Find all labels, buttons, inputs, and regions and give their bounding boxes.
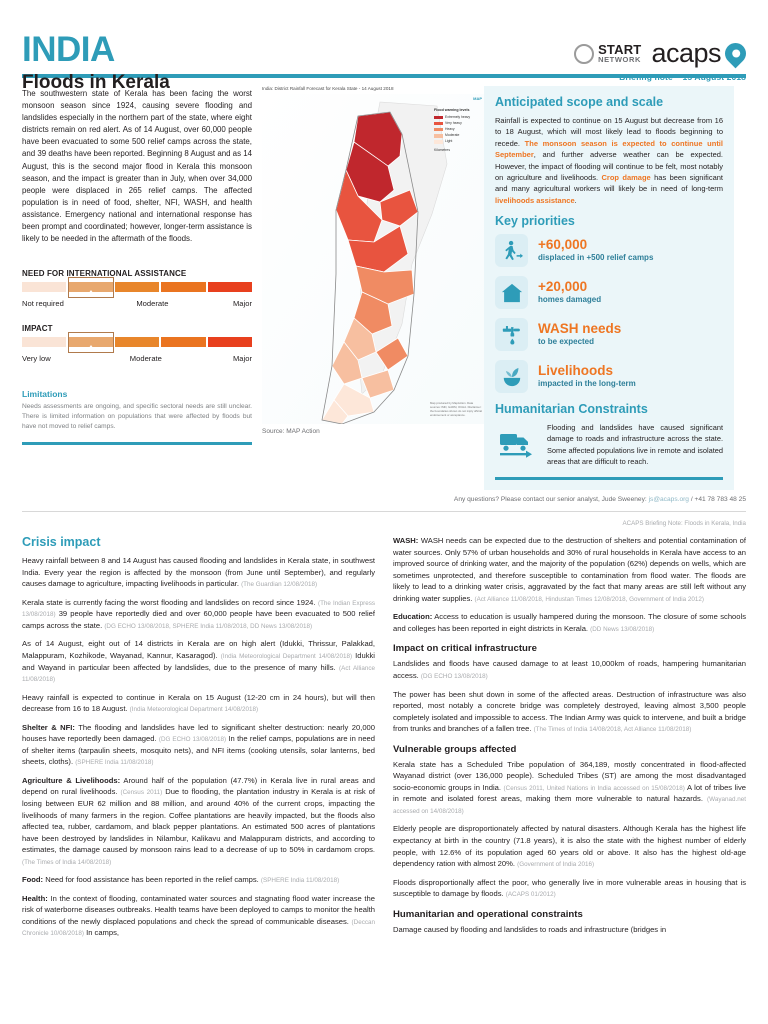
constraints-heading: Humanitarian Constraints bbox=[495, 402, 648, 417]
paragraph bbox=[393, 759, 746, 817]
paragraph bbox=[393, 823, 746, 869]
legend-label: Extremely heavy bbox=[445, 114, 471, 119]
paragraph-source-2: (The Times of India 14/08/2018) bbox=[22, 858, 112, 866]
paragraph-text-2: Idukki and Wayand in particular been affected by landslides, due to the presence of many hills. bbox=[22, 650, 375, 672]
paragraph-text: Heavy rainfall is expected to continue in Kerala on 15 August (12-20 cm in 24 hours), but will then decrease from 16 to 18 August. bbox=[22, 692, 375, 714]
legend-swatch bbox=[434, 134, 443, 138]
priority-value: +60,000 bbox=[538, 236, 588, 252]
paragraph-text: In the context of flooding, contaminated water sources and stagnating flood water increase the risk of waterborne diseases outbreaks. Health teams have been deployed to camps to monitor the health conditions of the newly displaced populations and check the spread of communicable diseases. bbox=[22, 893, 375, 926]
paragraph-agriculture-livelihoods bbox=[22, 775, 375, 867]
paragraph-source: (The Guardian 12/08/2018) bbox=[241, 581, 318, 589]
scale-segment-4 bbox=[161, 282, 205, 292]
paragraph-source: (DD News 13/08/2018) bbox=[590, 625, 655, 633]
constraints-text: Flooding and landslides have caused significant damage to roads and infrastructure across the state. Some affected populations live in remote and isolated areas that are difficult to reach. bbox=[547, 423, 723, 466]
paragraph-text: Around half of the population (47.7%) in Kerala live in rural areas and depend on rural livelihoods. bbox=[22, 775, 375, 797]
limitations-divider bbox=[22, 442, 252, 445]
analyst-email-link[interactable]: js@acaps.org bbox=[648, 496, 689, 504]
paragraph-lead: Shelter & NFI: bbox=[22, 722, 75, 732]
paragraph-text-2: In the relief camps, populations are in need of shelter items (tarpaulin sheets, mosquito nets), and NFI items (cooking utensils, solar lanterns, bed sheets, cloths). bbox=[22, 734, 375, 767]
paragraph bbox=[393, 924, 746, 936]
contact-line bbox=[0, 490, 768, 503]
legend-label: Light bbox=[445, 139, 453, 144]
paragraph-source: (SPHERE India 11/08/2018) bbox=[260, 877, 340, 885]
severity-scales bbox=[22, 269, 252, 363]
truck-icon bbox=[495, 430, 537, 460]
legend-swatch bbox=[434, 128, 443, 132]
priority-item-livelihoods bbox=[495, 360, 723, 393]
scale-need-international-assistance bbox=[22, 269, 252, 308]
map-caption: Source: MAP Action bbox=[262, 427, 320, 435]
summary-text: The southwestern state of Kerala has been facing the worst monsoon season since 1924, causing severe flooding and landslides especially in the northern part of the state, where eight districts remain on red alert. As of 14 August, over 60,000 people have been evacuated to some 500 relief camps across the state, and 39 deaths have been reported. Beginning 8 August and as 14 August, this is the second major flood in Kerala this monsoon season, and the impact is greater than in July, when over 34,000 people were displaced in 265 relief camps. The affected population is in need of food, shelter, NFI, WASH, and health assistance. Emergency national and international response has been prompt and coordinated; however, longer-term assistance is likely to be needed in the aftermath of the floods. bbox=[22, 89, 252, 244]
legend-item bbox=[434, 127, 482, 132]
paragraph bbox=[393, 689, 746, 735]
paragraph-education bbox=[393, 611, 746, 634]
paragraph-lead: Education: bbox=[393, 612, 433, 622]
anticipated-part2: , and further adverse weather can be expected. However, the impact of flooding will continue to be felt, most notably on agriculture and livelihoods. bbox=[495, 150, 723, 182]
paragraph-source: (ACAPS 01/2012) bbox=[505, 891, 556, 899]
article-column-left bbox=[22, 535, 375, 946]
priority-caption: displaced in +500 relief camps bbox=[538, 253, 654, 263]
start-network-logo bbox=[574, 41, 642, 65]
paragraph-lead: Food: bbox=[22, 875, 44, 885]
scale-segment-5 bbox=[208, 282, 252, 292]
scale-ticks bbox=[22, 354, 252, 363]
paragraph-source: (Act Alliance 11/08/2018, Hindustan Times 12/08/2018, Government of India 2012) bbox=[474, 595, 704, 603]
map-title: India: District Rainfall Forecast for Kerala State - 14 August 2018 bbox=[262, 86, 394, 91]
priority-caption: homes damaged bbox=[538, 295, 602, 305]
legend-label: Heavy bbox=[445, 127, 455, 132]
paragraph-text: The power has been shut down in some of the affected areas. Destruction of infrastructure was also reported, most notably a concrete bridge was completely destroyed, leaving almost 3,500 people completely isolated and impossible to access. The Indian Army was quick to intervene, and built a bridge from trunks and branches of a fallen tree. bbox=[393, 689, 746, 734]
scale-tick-low: Very low bbox=[22, 354, 51, 364]
priority-caption: impacted in the long-term bbox=[538, 379, 636, 389]
limitations-block bbox=[22, 389, 252, 445]
paragraph bbox=[393, 877, 746, 900]
scale-impact bbox=[22, 324, 252, 363]
paragraph-text-2: A lot of tribes live in remote and isolated forest areas, making them more vulnerable to natural hazards. bbox=[393, 782, 747, 804]
legend-item bbox=[434, 139, 482, 144]
paragraph bbox=[22, 638, 375, 684]
crisis-impact-heading: Crisis impact bbox=[22, 535, 101, 550]
paragraph-source: (India Meteorological Department 14/08/2018) bbox=[129, 706, 259, 714]
paragraph-source-2: (Wayanad.net accessed on 14/08/2018) bbox=[393, 796, 746, 815]
paragraph-source: (Deccan Chronicle 10/08/2018) bbox=[22, 918, 375, 938]
priority-value: +20,000 bbox=[538, 278, 588, 294]
paragraph-source: (Government of India 2016) bbox=[517, 861, 595, 869]
page-subtitle: Floods in Kerala bbox=[22, 72, 170, 93]
scale-tick-mid: Moderate bbox=[136, 299, 169, 309]
scale-segment-1 bbox=[22, 282, 66, 292]
priority-value: Livelihoods bbox=[538, 362, 614, 378]
highlights-panel bbox=[484, 86, 734, 490]
livelihoods-icon bbox=[495, 360, 528, 393]
paragraph-text: Damage caused by flooding and landslides to roads and infrastructure (bridges in bbox=[393, 924, 667, 934]
contact-prefix: Any questions? Please contact our senior analyst, Jude Sweeney: bbox=[453, 496, 649, 504]
paragraph-lead: Health: bbox=[22, 893, 48, 903]
priority-item-displaced bbox=[495, 234, 723, 267]
paragraph-source: (DG ECHO 13/08/2018) bbox=[158, 736, 227, 744]
paragraph-source: (DG ECHO 13/08/2018) bbox=[420, 672, 488, 680]
paragraph-shelter-nfi bbox=[22, 722, 375, 768]
legend-swatch bbox=[434, 116, 443, 120]
priority-item-wash bbox=[495, 318, 723, 351]
start-word-top: START bbox=[598, 41, 642, 57]
legend-swatch bbox=[434, 140, 443, 144]
paragraph-source-2: (SPHERE India 11/08/2018) bbox=[75, 759, 154, 767]
panel-divider bbox=[495, 477, 723, 480]
anticipated-highlight-3: livelihoods assistance bbox=[495, 195, 575, 205]
legend-label: Very heavy bbox=[445, 121, 462, 125]
scale-label: NEED FOR INTERNATIONAL ASSISTANCE bbox=[22, 269, 187, 279]
paragraph-source: (The Indian Express 13/08/2018) bbox=[22, 599, 375, 619]
running-head: ACAPS Briefing Note: Floods in Kerala, India bbox=[622, 520, 746, 528]
paragraph bbox=[22, 692, 375, 715]
briefing-date: Briefing note – 15 August 2018 bbox=[619, 72, 746, 82]
scale-tick-low: Not required bbox=[22, 299, 64, 309]
paragraph-source-2: (Act Alliance 11/08/2018) bbox=[22, 664, 375, 684]
scale-bar bbox=[22, 282, 252, 292]
mapaction-logo: MAP bbox=[473, 95, 482, 101]
map-column bbox=[262, 86, 484, 490]
vulnerable-groups-heading: Vulnerable groups affected bbox=[393, 743, 517, 755]
legend-item bbox=[434, 115, 482, 120]
paragraph-text: Landslides and floods have caused damage to at least 10,000km of roads, hampering humanitarian access. bbox=[393, 659, 746, 680]
paragraph bbox=[22, 555, 375, 590]
anticipated-part3: has been significant and many agricultural workers will likely be in need of long-term bbox=[495, 172, 723, 194]
legend-item bbox=[434, 121, 482, 126]
humanitarian-constraints-block bbox=[495, 402, 723, 467]
paragraph-text: Kerala state is currently facing the worst flooding and landslides on record since 1924. bbox=[22, 597, 318, 607]
paragraph-text: Access to education is usually hampered during the monsoon. The closure of some schools and colleges has been reported in eight districts in Kerala. bbox=[393, 612, 746, 633]
paragraph-source-2: (DG ECHO 13/08/2018, SPHERE India 11/08/2018, DD News 13/08/2018) bbox=[104, 622, 313, 630]
map-pin-icon bbox=[721, 39, 751, 69]
top-section bbox=[0, 78, 768, 490]
scale-segment-3 bbox=[115, 282, 159, 292]
article-column-right bbox=[393, 535, 746, 946]
displaced-person-icon bbox=[495, 234, 528, 267]
legend-item bbox=[434, 133, 482, 138]
limitations-heading: Limitations bbox=[22, 389, 68, 400]
scale-segment-5 bbox=[208, 337, 252, 347]
scale-segment-1 bbox=[22, 337, 66, 347]
scale-tick-mid: Moderate bbox=[129, 354, 162, 364]
paragraph-text: As of 14 August, eight out of 14 districts in Kerala are on high alert (Idukki, Thrissur, Palakkad, Malappuram, Kozhikode, Wayanad, Kannur, Kasaragod). bbox=[22, 639, 375, 660]
legend-swatch bbox=[434, 122, 443, 126]
priority-text-block bbox=[538, 280, 601, 306]
priority-caption: to be expected bbox=[538, 337, 595, 347]
paragraph bbox=[22, 597, 375, 632]
scale-segment-2 bbox=[68, 337, 112, 347]
constraints-row bbox=[495, 422, 723, 467]
map-footnote: Map produced by MapAction. Data sources: IMD, GADM, OCHA. Disclaimer: the boundaries shown do not imply official endorsement or acceptance. bbox=[430, 400, 482, 417]
map-canvas bbox=[262, 94, 484, 424]
contact-suffix: / +41 78 783 48 25 bbox=[688, 496, 746, 504]
scale-segment-2 bbox=[68, 282, 112, 292]
water-tap-icon bbox=[495, 318, 528, 351]
infrastructure-heading: Impact on critical infrastructure bbox=[393, 643, 537, 655]
paragraph-source: (Census 2011, United Nations in India accessed on 15/08/2018) bbox=[503, 784, 685, 792]
priority-text-block bbox=[538, 322, 621, 348]
paragraph-text: Kerala state has a Scheduled Tribe population of 364,189, mostly concentrated in flood-affected Wayanad district (over 136,000 people). Scheduled Tribes (ST) are among the most disadvantaged socio-economic groups in India. bbox=[393, 759, 746, 792]
scale-segment-3 bbox=[115, 337, 159, 347]
scale-label: IMPACT bbox=[22, 324, 53, 334]
paragraph-text-2: 39 people have reportedly died and over 60,000 people have been evacuated to 500 relief camps across the state. bbox=[22, 609, 375, 630]
anticipated-text bbox=[495, 115, 723, 206]
paragraph-text: Elderly people are disproportionately affected by natural disasters. Although Kerala has the highest life expectancy at birth in the country (71.8 years), it is also the state with the highest number of elderly people, with 12.6% of its population aged 60 years old or above. It also has the highest old-age dependency ration with almost 20%. bbox=[393, 824, 746, 869]
anticipated-highlight-2: Crop damage bbox=[601, 172, 651, 182]
paragraph-wash bbox=[393, 535, 746, 604]
map-legend bbox=[434, 108, 482, 154]
paragraph-text-2: Due to flooding, the plantation industry in Kerala is at risk of losing between EUR 62 million and 88 million, and around 40% of the current crops, impacting the livelihoods of many farmers in the region. Coffee plantations are heavily impacted, but the floods also affected tea, rubber, cardamom, and black pepper plantations. An estimated 500 acres of plantations have been destroyed by landslides in Nilambur, Kalikavu and Malappuram districts, and according to estimates, the damage caused by monsoon rains lead to a decrease of up to 50% in cardamom crops. bbox=[22, 787, 375, 855]
paragraph-lead: Agriculture & Livelihoods: bbox=[22, 775, 121, 785]
priority-value: WASH needs bbox=[538, 320, 622, 336]
title-block bbox=[22, 32, 170, 92]
start-word-bottom: NETWORK bbox=[598, 55, 642, 65]
paragraph-text: Heavy rainfall between 8 and 14 August has caused flooding and landslides in Kerala state, in southwest India. Every year the region is affected by the monsoon (from June until September), and regularly causes damage to agriculture, impacting livelihoods in particular. bbox=[22, 556, 375, 589]
priority-text-block bbox=[538, 238, 653, 264]
summary-column bbox=[22, 86, 262, 490]
logo-row bbox=[574, 40, 746, 67]
operational-constraints-heading: Humanitarian and operational constraints bbox=[393, 908, 583, 920]
paragraph-source: (India Meteorological Department 14/08/2018) bbox=[220, 652, 353, 660]
logo-block bbox=[574, 40, 746, 82]
paragraph-text: The flooding and landslides have led to significant shelter destruction: nearly 20,000 houses have reportedly been damaged. bbox=[22, 722, 375, 744]
paragraph-lead: WASH: bbox=[393, 536, 419, 546]
priority-item-homes bbox=[495, 276, 723, 309]
legend-label: Moderate bbox=[445, 133, 460, 138]
paragraph-source: (The Times of India 14/08/2018, Act Alliance 11/08/2018) bbox=[533, 726, 692, 734]
acaps-logo bbox=[651, 40, 746, 67]
key-priorities-heading: Key priorities bbox=[495, 214, 575, 229]
anticipated-part4: . bbox=[574, 195, 577, 205]
circle-icon bbox=[574, 44, 594, 64]
page-title: INDIA bbox=[22, 30, 115, 69]
limitations-text: Needs assessments are ongoing, and specific sectoral needs are still unclear. There is limited information on populations that were affected by floods but have not moved to relief camps. bbox=[22, 403, 252, 430]
map-scale-note: Kilometres bbox=[434, 148, 451, 153]
paragraph-health bbox=[22, 893, 375, 939]
anticipated-heading: Anticipated scope and scale bbox=[495, 95, 664, 109]
paragraph-text-2: In camps, bbox=[83, 928, 119, 938]
start-network-wordmark bbox=[598, 41, 642, 65]
paragraph bbox=[393, 658, 746, 681]
paragraph-text: WASH needs can be expected due to the destruction of shelters and potential contamination of water sources. Only 57% of urban households and 30% of rural households in Kerala have access to an improved source of drinking water, and the majority of the population (62%) depends on wells, which are sometimes unprotected, and therefore susceptible to contamination from flood water. The floods are likely to lead to a drinking water crisis, aggravated by the fact that many areas are still left without any drinking water supplies. bbox=[393, 536, 746, 603]
key-priorities-block bbox=[495, 214, 723, 393]
paragraph-food bbox=[22, 874, 375, 886]
paragraph-text: Need for food assistance has been reported in the relief camps. bbox=[43, 875, 261, 885]
anticipated-part1: Rainfall is expected to continue on 15 August but decrease from 16 to 18 August, which will most likely lead to floods beginning to recede. bbox=[495, 116, 723, 148]
scale-bar bbox=[22, 337, 252, 347]
priority-text-block bbox=[538, 364, 636, 390]
map-figure bbox=[262, 86, 484, 435]
house-icon bbox=[495, 276, 528, 309]
anticipated-highlight-1: The monsoon season is expected to continue until September bbox=[495, 138, 723, 160]
scale-ticks bbox=[22, 299, 252, 308]
article-body bbox=[0, 527, 768, 946]
paragraph-text: Floods disproportionally affect the poor, who generally live in more vulnerable areas in housing that is susceptible to damage by floods. bbox=[393, 877, 746, 899]
scale-segment-4 bbox=[161, 337, 205, 347]
scale-tick-high: Major bbox=[232, 354, 252, 364]
acaps-wordmark: acaps bbox=[651, 38, 721, 68]
scale-tick-high: Major bbox=[232, 299, 252, 309]
paragraph-source: (Census 2011) bbox=[120, 789, 163, 797]
highlights-panel-column bbox=[484, 86, 734, 490]
legend-title: Flood warning levels bbox=[434, 107, 470, 112]
